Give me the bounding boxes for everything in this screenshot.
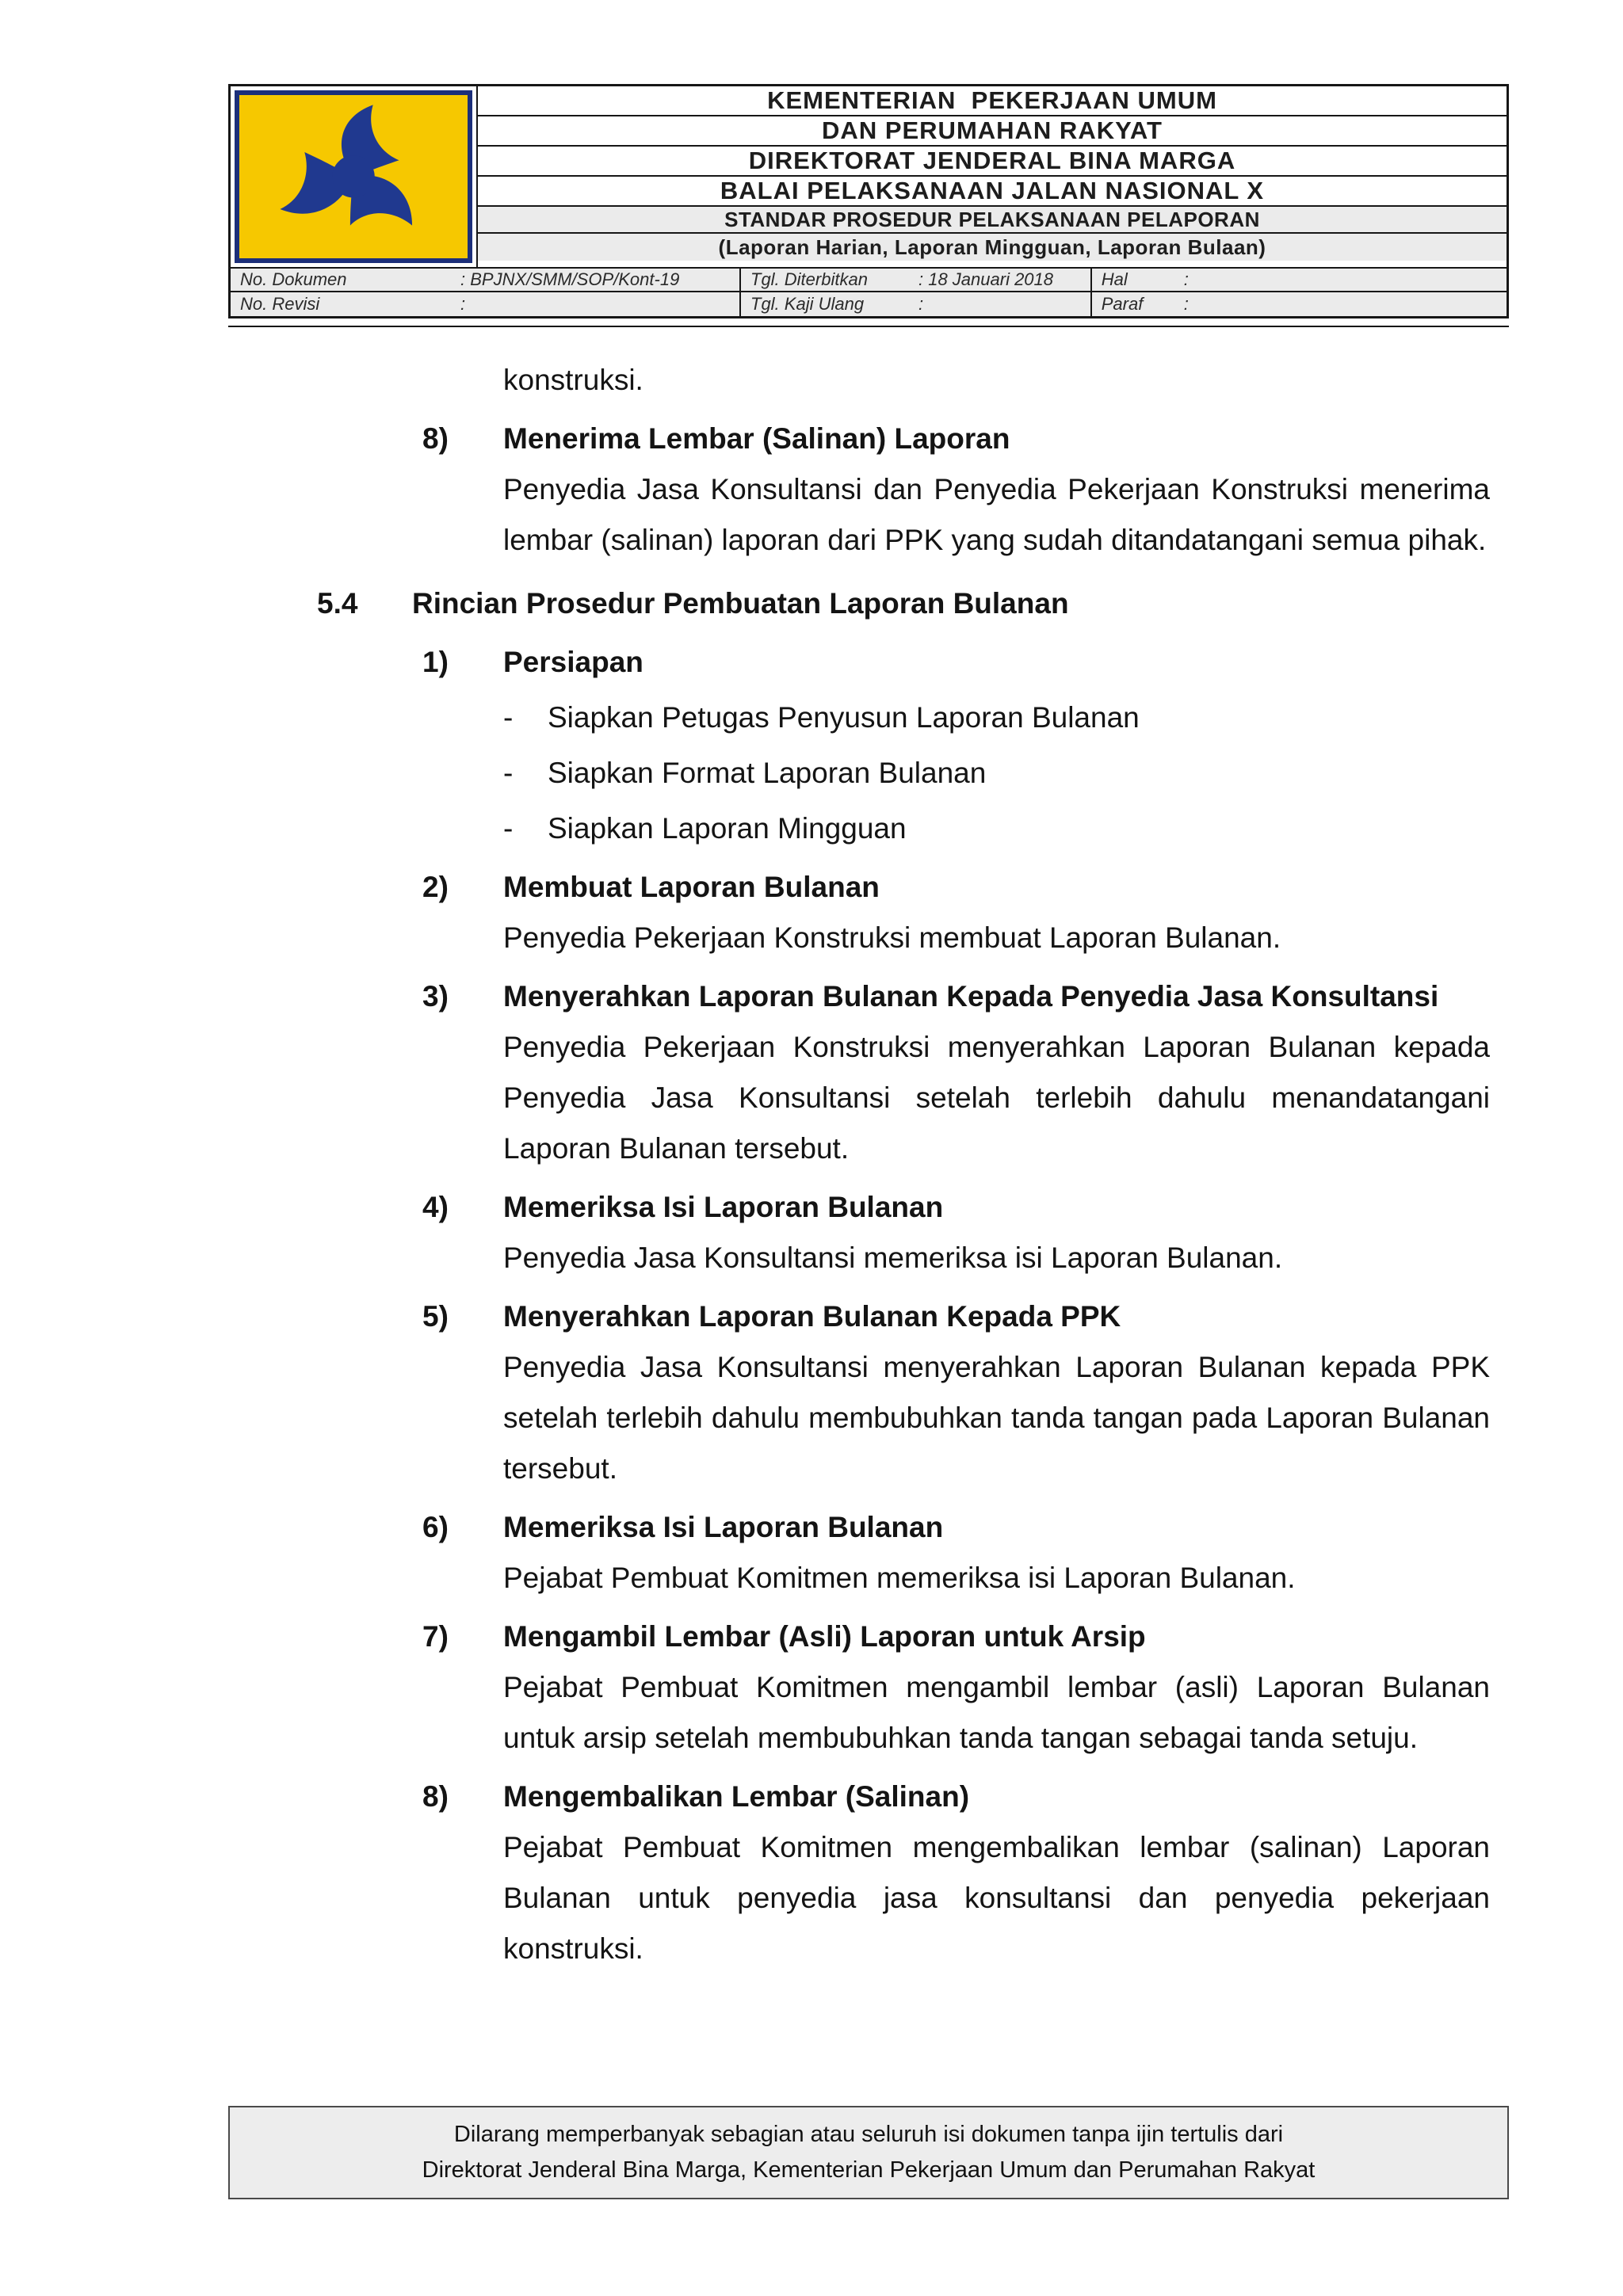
item-body [503, 1342, 1490, 1494]
item-number: 8) [422, 422, 449, 455]
meta-cell-tgl-kaji-ulang [741, 292, 1092, 316]
item-title: Memeriksa Isi Laporan Bulanan [503, 1191, 944, 1223]
item-heading [422, 971, 1490, 1022]
footer-line-2: Direktorat Jenderal Bina Marga, Kementerian Pekerjaan Umum dan Perumahan Rakyat [422, 2157, 1316, 2183]
document-body [317, 355, 1490, 1974]
bullet-dash: - [503, 812, 514, 845]
item-number: 1) [422, 646, 449, 678]
procedure-item-5 [422, 1291, 1490, 1494]
footer-notice [228, 2106, 1509, 2199]
bullet-text: Siapkan Format Laporan Bulanan [548, 757, 987, 789]
item-heading [422, 1291, 1490, 1342]
bullet-list [503, 692, 1490, 854]
bullet-text: Siapkan Laporan Mingguan [548, 812, 907, 845]
item-body [503, 1553, 1490, 1604]
item-number: 3) [422, 980, 449, 1013]
item-heading [422, 1502, 1490, 1553]
item-number: 4) [422, 1191, 449, 1223]
doc-subtitle: (Laporan Harian, Laporan Mingguan, Laporan Bulaan) [478, 234, 1507, 261]
paraf-value: : [1183, 293, 1189, 314]
no-dokumen-value: : BPJNX/SMM/SOP/Kont-19 [460, 269, 680, 289]
meta-cell-tgl-diterbitkan [741, 269, 1092, 291]
bullet-item [503, 692, 1490, 743]
doc-meta-row-2 [231, 292, 1507, 316]
procedure-item-6 [422, 1502, 1490, 1604]
item-number: 7) [422, 1620, 449, 1653]
bullet-text: Siapkan Petugas Penyusun Laporan Bulanan [548, 701, 1140, 734]
item-title: Persiapan [503, 646, 643, 678]
procedure-item-prev-8 [422, 414, 1490, 566]
item-heading [422, 637, 1490, 688]
item-title: Menerima Lembar (Salinan) Laporan [503, 422, 1010, 455]
tgl-kaji-ulang-value: : [918, 293, 924, 314]
item-paragraph: Pejabat Pembuat Komitmen mengambil lembar (asli) Laporan Bulanan untuk arsip setelah membubuhkan tanda tangan sebagai tanda setuju. [503, 1671, 1490, 1754]
meta-cell-no-revisi [231, 292, 741, 316]
procedure-item-3 [422, 971, 1490, 1174]
doc-title: STANDAR PROSEDUR PELAKSANAAN PELAPORAN [478, 207, 1507, 234]
tgl-diterbitkan-label: Tgl. Diterbitkan [750, 269, 868, 289]
item-body [503, 1233, 1490, 1283]
paraf-label: Paraf [1101, 293, 1144, 314]
doc-meta-row-1 [231, 269, 1507, 292]
pu-logo-graphic [239, 95, 468, 258]
meta-cell-hal [1092, 269, 1507, 291]
item-title: Mengembalikan Lembar (Salinan) [503, 1780, 970, 1813]
tgl-diterbitkan-value: : 18 Januari 2018 [918, 269, 1054, 289]
document-header [228, 84, 1509, 327]
section-number: 5.4 [317, 587, 358, 620]
item-number: 6) [422, 1511, 449, 1543]
org-line-4: BALAI PELAKSANAAN JALAN NASIONAL X [478, 177, 1507, 207]
no-dokumen-label: No. Dokumen [240, 269, 347, 289]
item-title: Menyerahkan Laporan Bulanan Kepada PPK [503, 1300, 1121, 1333]
continuation-line: konstruksi. [503, 364, 643, 396]
header-title-block [478, 86, 1507, 267]
procedure-item-7 [422, 1611, 1490, 1764]
org-line-1: KEMENTERIAN PEKERJAAN UMUM [478, 86, 1507, 116]
item-heading [422, 1611, 1490, 1662]
header-divider [228, 326, 1509, 327]
no-revisi-value: : [460, 293, 466, 314]
item-body [503, 464, 1490, 566]
item-body [503, 1822, 1490, 1974]
item-heading [422, 414, 1490, 464]
hal-label: Hal [1101, 269, 1128, 289]
item-paragraph: Penyedia Jasa Konsultansi dan Penyedia Pekerjaan Konstruksi menerima lembar (salinan) laporan dari PPK yang sudah ditandatangani semua pihak. [503, 473, 1490, 556]
item-number: 5) [422, 1300, 449, 1333]
item-number: 2) [422, 871, 449, 903]
section-heading-5-4 [317, 578, 1490, 629]
bullet-item [503, 803, 1490, 854]
logo-cell [231, 86, 478, 267]
section-title: Rincian Prosedur Pembuatan Laporan Bulanan [412, 587, 1069, 620]
item-paragraph: Penyedia Jasa Konsultansi menyerahkan Laporan Bulanan kepada PPK setelah terlebih dahulu membubuhkan tanda tangan pada Laporan Bulanan tersebut. [503, 1351, 1490, 1485]
org-line-2: DAN PERUMAHAN RAKYAT [478, 116, 1507, 147]
item-paragraph: Pejabat Pembuat Komitmen mengembalikan lembar (salinan) Laporan Bulanan untuk penyedia jasa konsultansi dan penyedia pekerjaan konstruksi. [503, 1831, 1490, 1965]
item-body [503, 913, 1490, 963]
no-revisi-label: No. Revisi [240, 293, 320, 314]
procedure-item-2 [422, 862, 1490, 963]
item-number: 8) [422, 1780, 449, 1813]
item-title: Menyerahkan Laporan Bulanan Kepada Penyedia Jasa Konsultansi [503, 980, 1439, 1013]
item-heading [422, 1182, 1490, 1233]
meta-cell-paraf [1092, 292, 1507, 316]
procedure-item-4 [422, 1182, 1490, 1283]
procedure-item-1 [422, 637, 1490, 854]
item-heading [422, 862, 1490, 913]
meta-cell-no-dokumen [231, 269, 741, 291]
pu-logo [235, 90, 472, 263]
header-table [228, 84, 1509, 318]
bullet-dash: - [503, 757, 514, 789]
org-line-3: DIREKTORAT JENDERAL BINA MARGA [478, 147, 1507, 177]
item-paragraph: Pejabat Pembuat Komitmen memeriksa isi Laporan Bulanan. [503, 1562, 1296, 1594]
procedure-item-8 [422, 1772, 1490, 1974]
item-paragraph: Penyedia Pekerjaan Konstruksi menyerahkan Laporan Bulanan kepada Penyedia Jasa Konsultansi setelah terlebih dahulu menandatangani Laporan Bulanan tersebut. [503, 1031, 1490, 1165]
hal-value: : [1183, 269, 1189, 289]
item-heading [422, 1772, 1490, 1822]
item-body [503, 1662, 1490, 1764]
item-title: Memeriksa Isi Laporan Bulanan [503, 1511, 944, 1543]
item-paragraph: Penyedia Pekerjaan Konstruksi membuat Laporan Bulanan. [503, 921, 1281, 954]
item-paragraph: Penyedia Jasa Konsultansi memeriksa isi Laporan Bulanan. [503, 1241, 1283, 1274]
header-top-row [231, 86, 1507, 269]
bullet-dash: - [503, 701, 514, 734]
bullet-item [503, 748, 1490, 799]
tgl-kaji-ulang-label: Tgl. Kaji Ulang [750, 293, 865, 314]
item-title: Membuat Laporan Bulanan [503, 871, 880, 903]
item-title: Mengambil Lembar (Asli) Laporan untuk Arsip [503, 1620, 1146, 1653]
item-body [503, 1022, 1490, 1174]
footer-line-1: Dilarang memperbanyak sebagian atau seluruh isi dokumen tanpa ijin tertulis dari [453, 2122, 1284, 2147]
